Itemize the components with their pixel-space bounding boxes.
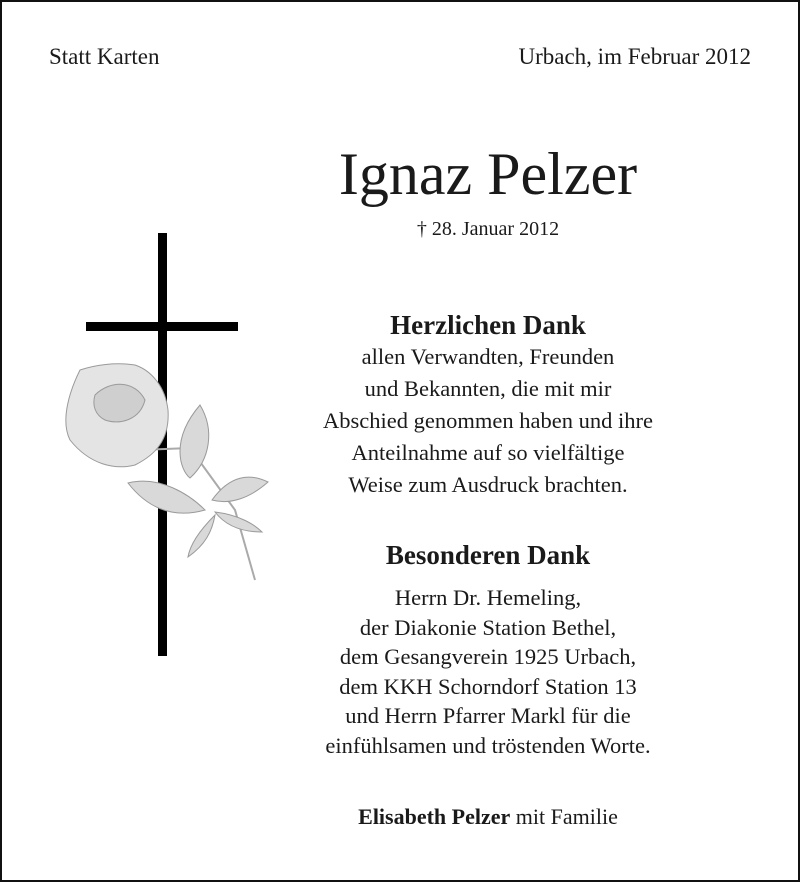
text-line: dem Gesangverein 1925 Urbach, <box>339 644 637 669</box>
heading-besonderen-dank: Besonderen Dank <box>385 540 591 570</box>
text-line: allen Verwandten, Freunden <box>361 344 615 369</box>
heading-herzlichen-dank: Herzlichen Dank <box>390 310 586 340</box>
text-line: und Bekannten, die mit mir <box>364 376 612 401</box>
text-line: Abschied genommen haben und ihre <box>323 408 653 433</box>
thanks-text-2 <box>288 583 688 760</box>
text-line: Weise zum Ausdruck brachten. <box>348 472 628 497</box>
text-line: der Diakonie Station Bethel, <box>359 614 617 640</box>
place-date: Urbach, im Februar 2012 <box>518 44 751 69</box>
cross-rose-illustration <box>40 220 280 670</box>
signer-suffix: mit Familie <box>515 804 618 829</box>
signer-name: Elisabeth Pelzer <box>358 804 511 829</box>
death-date: † 28. Januar 2012 <box>416 218 560 240</box>
text-line: Herrn Dr. Hemeling, <box>394 585 582 610</box>
text-line: einfühlsamen und tröstenden Worte. <box>325 732 651 758</box>
signature <box>288 804 688 830</box>
text-line: dem KKH Schorndorf Station 13 <box>339 673 637 699</box>
deceased-name: Ignaz Pelzer <box>338 141 638 207</box>
thanks-text-1 <box>288 341 688 501</box>
statt-karten: Statt Karten <box>49 44 160 69</box>
text-line: und Herrn Pfarrer Markl für die <box>345 703 631 728</box>
text-line: Anteilnahme auf so vielfältige <box>351 440 625 465</box>
